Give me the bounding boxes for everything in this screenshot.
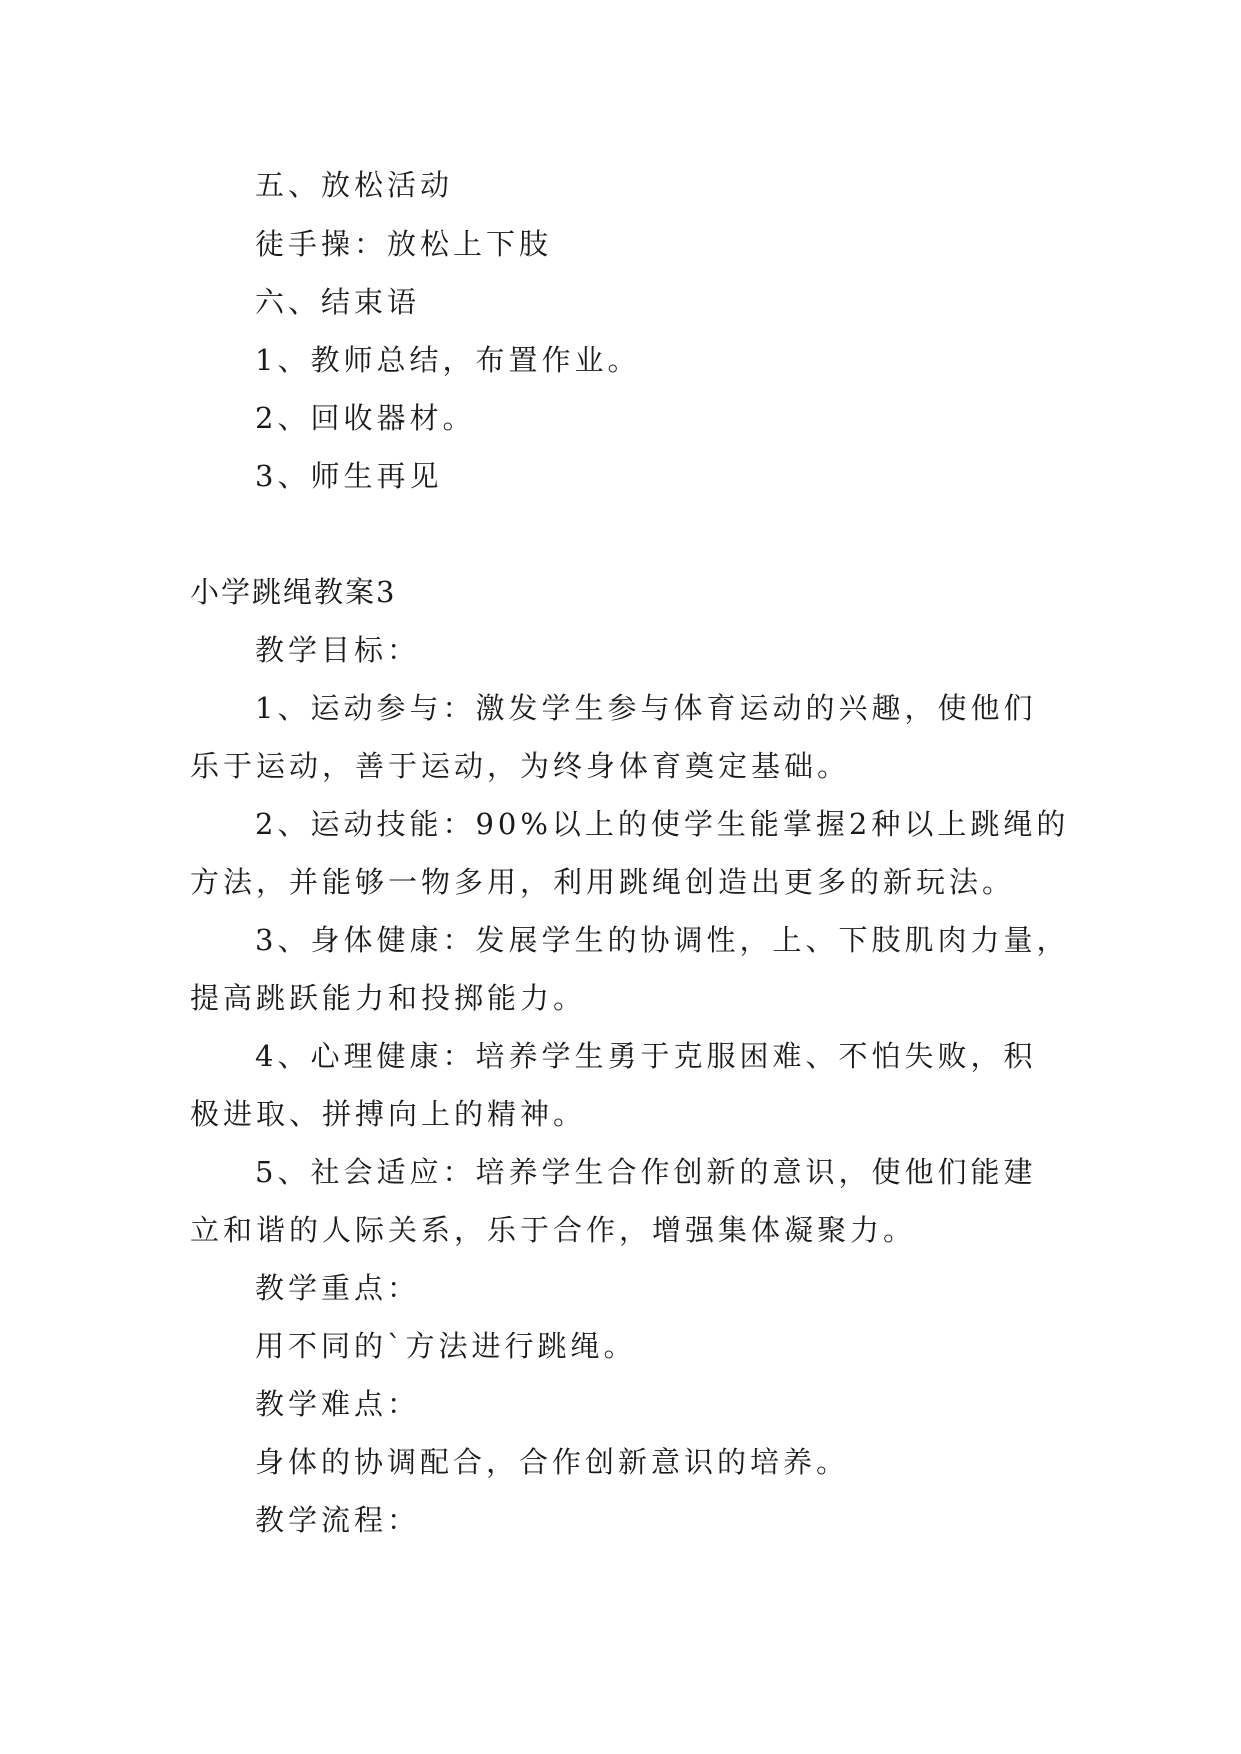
section-heading-relaxation: 五、放松活动 — [255, 168, 454, 202]
paragraph-line: 用不同的`方法进行跳绳。 — [255, 1329, 637, 1363]
paragraph-line: 1、运动参与：激发学生参与体育运动的兴趣，使他们 — [255, 691, 1037, 725]
paragraph-line: 徒手操：放松上下肢 — [255, 227, 553, 261]
list-item: 2、回收器材。 — [255, 401, 476, 435]
paragraph-line: 乐于运动，善于运动，为终身体育奠定基础。 — [190, 749, 851, 783]
paragraph-line: 身体的协调配合，合作创新意识的培养。 — [255, 1445, 850, 1479]
subheading-teaching-process: 教学流程： — [255, 1503, 421, 1537]
paragraph-line: 提高跳跃能力和投掷能力。 — [190, 981, 587, 1015]
subheading-difficulties: 教学难点： — [255, 1387, 421, 1421]
paragraph-line: 立和谐的人际关系，乐于合作，增强集体凝聚力。 — [190, 1213, 917, 1247]
list-item: 1、教师总结，布置作业。 — [255, 343, 641, 377]
paragraph-line: 2、运动技能：90%以上的使学生能掌握2种以上跳绳的 — [255, 807, 1070, 841]
paragraph-line: 3、身体健康：发展学生的协调性，上、下肢肌肉力量， — [255, 923, 1070, 957]
paragraph-line: 5、社会适应：培养学生合作创新的意识，使他们能建 — [255, 1155, 1037, 1189]
section-heading-closing: 六、结束语 — [255, 285, 421, 319]
paragraph-line: 4、心理健康：培养学生勇于克服困难、不怕失败，积 — [255, 1039, 1037, 1073]
paragraph-line: 方法，并能够一物多用，利用跳绳创造出更多的新玩法。 — [190, 865, 1016, 899]
document-title: 小学跳绳教案3 — [190, 575, 397, 609]
paragraph-line: 极进取、拼搏向上的精神。 — [190, 1097, 587, 1131]
list-item: 3、师生再见 — [255, 459, 443, 493]
subheading-key-points: 教学重点： — [255, 1271, 421, 1305]
subheading-teaching-goals: 教学目标： — [255, 633, 421, 667]
